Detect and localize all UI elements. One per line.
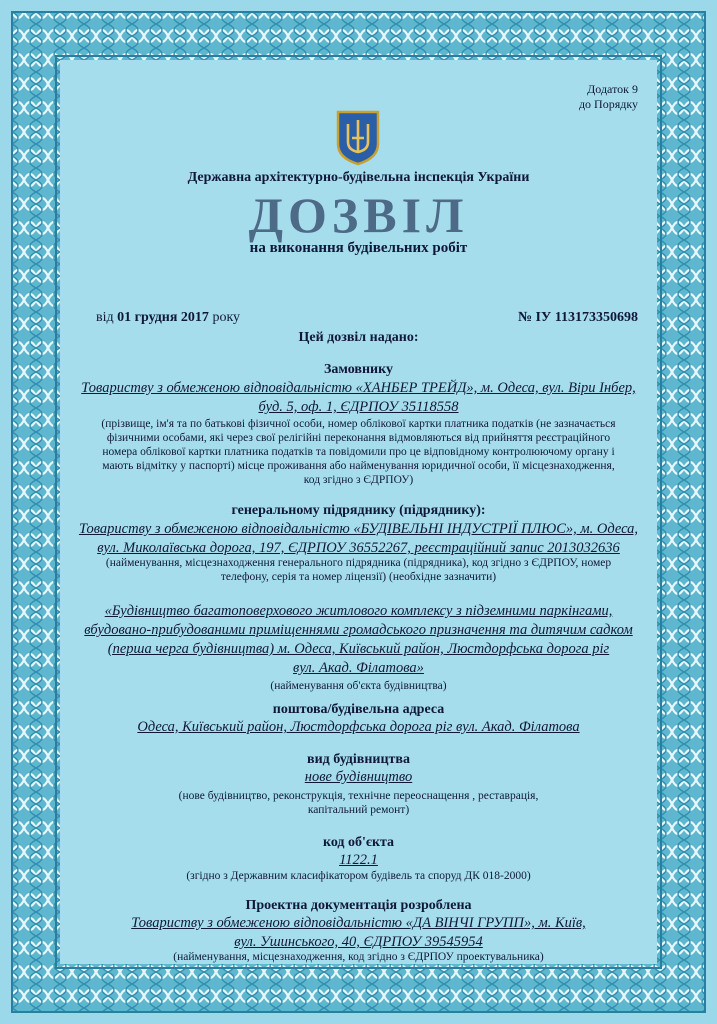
address-label: поштова/будівельна адреса bbox=[272, 702, 445, 717]
construction-type-note-2: капітальний ремонт) bbox=[307, 804, 410, 816]
document-title: ДОЗВІЛ bbox=[248, 187, 469, 243]
permit-number: № ІУ 113173350698 bbox=[517, 310, 638, 325]
coat-of-arms-icon bbox=[334, 108, 382, 166]
customer-details bbox=[60, 379, 657, 417]
issue-date bbox=[96, 310, 240, 326]
customer-note-3: номера облікової картки платника податків та повідомили про це відповідному контролюючому органу і bbox=[102, 446, 615, 458]
design-line-1: Товариству з обмеженою відповідальністю «ДА ВІНЧІ ГРУПП», м. Київ, bbox=[131, 915, 586, 931]
customer-note-2: фізичними особами, які через свої релігійні переконання відмовляються від прийняття реєстраційного bbox=[106, 432, 611, 444]
customer-note-1: (прізвище, ім'я та по батькові фізичної особи, номер облікової картки платника податків (не зазначається bbox=[101, 418, 616, 430]
object-line-3: (перша черга будівництва) м. Одеса, Київський район, Люстдорфська дорога ріг bbox=[107, 641, 610, 657]
contractor-note bbox=[60, 556, 657, 584]
contractor-line-2: вул. Миколаївська дорога, 197, ЄДРПОУ 36552267, реєстраційний запис 2013032636 bbox=[97, 540, 620, 556]
customer-note-4: мають відмітку у паспорті) місце проживання або найменування юридичної особи, її місцезнаходження, bbox=[102, 460, 615, 472]
contractor-note-1: (найменування, місцезнаходження генерального підрядника (підрядника), код згідно з ЄДРПОУ, номер bbox=[105, 557, 612, 569]
contractor-label: генеральному підряднику (підряднику): bbox=[231, 503, 486, 518]
construction-type-value-line bbox=[60, 768, 657, 787]
address-value: Одеса, Київський район, Люстдорфська дорога ріг вул. Акад. Філатова bbox=[137, 719, 580, 735]
construction-type-note bbox=[60, 789, 657, 817]
object-code-value: 1122.1 bbox=[339, 852, 378, 868]
construction-type-label: вид будівництва bbox=[307, 752, 410, 767]
construction-type-note-1: (нове будівництво, реконструкція, технічне переоснащення , реставрація, bbox=[178, 790, 539, 802]
contractor-note-2: телефону, серія та номер ліцензії) (необхідне зазначити) bbox=[220, 571, 497, 583]
object-code-note: (згідно з Державним класифікатором будівель та споруд ДК 018-2000) bbox=[186, 870, 531, 882]
object-line-1: «Будівництво багатоповерхового житлового комплексу з підземними паркінгами, bbox=[104, 603, 613, 619]
date-prefix: від bbox=[96, 310, 114, 325]
address-value-line bbox=[60, 718, 657, 737]
customer-note-5: код згідно з ЄДРПОУ) bbox=[303, 474, 414, 486]
contractor-line-1: Товариству з обмеженою відповідальністю «БУДІВЕЛЬНІ ІНДУСТРІЇ ПЛЮС», м. Одеса, bbox=[78, 521, 639, 537]
design-note: (найменування, місцезнаходження, код згідно з ЄДРПОУ проектувальника) bbox=[173, 951, 544, 963]
annex-reference bbox=[579, 82, 638, 112]
construction-type-value: нове будівництво bbox=[304, 769, 413, 785]
customer-line-2: буд. 5, оф. 1, ЄДРПОУ 35118558 bbox=[258, 399, 459, 415]
object-name bbox=[60, 602, 657, 678]
object-line-4: вул. Акад. Філатова» bbox=[293, 660, 424, 676]
design-line-2: вул. Ушинського, 40, ЄДРПОУ 39545954 bbox=[234, 934, 483, 950]
document-subtitle: на виконання будівельних робіт bbox=[249, 240, 468, 256]
object-code-label: код об'єкта bbox=[322, 835, 395, 850]
contractor-details bbox=[60, 520, 657, 558]
annex-line-2: до Порядку bbox=[578, 97, 638, 111]
design-label: Проектна документація розроблена bbox=[245, 898, 472, 913]
object-line-2: вбудовано-прибудованими приміщеннями громадського призначення та дитячим садком bbox=[84, 622, 633, 638]
object-code-value-line bbox=[60, 851, 657, 870]
design-details bbox=[60, 914, 657, 952]
customer-label: Замовнику bbox=[324, 362, 393, 377]
customer-line-1: Товариству з обмеженою відповідальністю «ХАНБЕР ТРЕЙД», м. Одеса, вул. Віри Інбер, bbox=[81, 380, 636, 396]
granted-heading: Цей дозвіл надано: bbox=[298, 330, 419, 345]
date-suffix: року bbox=[212, 310, 241, 325]
date-value: 01 грудня 2017 bbox=[117, 310, 209, 325]
issuing-authority: Державна архітектурно-будівельна інспекція України bbox=[187, 170, 530, 185]
customer-note bbox=[60, 417, 657, 487]
annex-line-1: Додаток 9 bbox=[587, 82, 638, 96]
object-note: (найменування об'єкта будівництва) bbox=[270, 680, 447, 692]
